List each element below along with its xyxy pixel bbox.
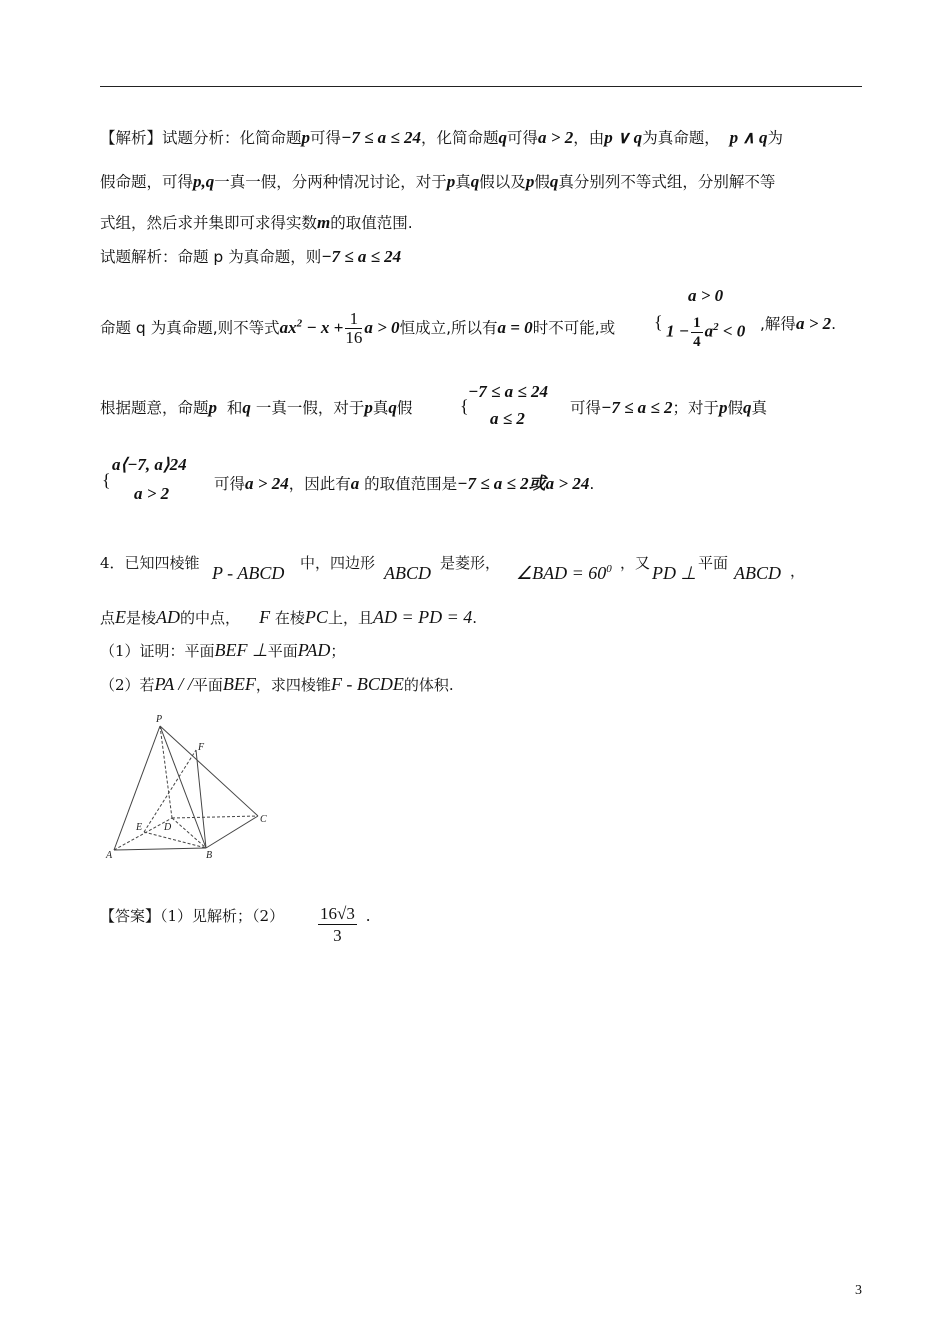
- ineq-part: a > 0: [364, 318, 400, 337]
- system-1-top: a > 0: [688, 286, 724, 305]
- problem-line-2: [100, 607, 477, 628]
- quad-name: ABCD: [384, 563, 431, 583]
- range-q: a > 2: [795, 314, 832, 333]
- text: （1）证明：平面: [100, 642, 215, 660]
- var-q: q: [242, 398, 251, 417]
- exponent: 2: [296, 317, 303, 330]
- text: 一真一假，分两种情况讨论，对于: [214, 173, 447, 191]
- text: 中，四边形: [300, 554, 376, 572]
- var-p: p: [446, 172, 456, 191]
- text: 的体积.: [403, 676, 454, 694]
- system-3-top: a⟨−7, a⟩24: [112, 455, 187, 474]
- var-m: m: [317, 213, 331, 232]
- var-q: q: [470, 172, 480, 191]
- pyramid-name: P - ABCD: [212, 563, 285, 583]
- text: 平面: [698, 554, 729, 572]
- plane-bef: BEF ⊥: [214, 640, 268, 660]
- range-result: −7 ≤ a ≤ 2: [601, 398, 673, 417]
- ineq-part: − x +: [302, 318, 344, 337]
- system-2-top: −7 ≤ a ≤ 24: [468, 382, 548, 401]
- p-and-q: p ∧ q: [729, 128, 768, 147]
- text: 时不可能,或: [532, 319, 616, 337]
- angle-bad: [516, 563, 612, 584]
- text: 和: [226, 399, 243, 417]
- text: ，化简命题: [421, 129, 499, 147]
- ineq-part: ax: [279, 318, 297, 337]
- text: .: [831, 315, 837, 333]
- edge-bc: [206, 816, 258, 848]
- text: 的取值范围.: [330, 214, 413, 232]
- ineq-part: a: [704, 321, 714, 341]
- var-pq: p,q: [193, 172, 215, 191]
- edge-eb: [144, 832, 206, 848]
- text: 根据题意，命题: [100, 399, 209, 417]
- text: ，又: [620, 554, 651, 572]
- var-a: a: [350, 474, 360, 493]
- a-zero: a = 0: [497, 318, 533, 337]
- text: 一真一假，对于: [255, 399, 365, 417]
- text: 真: [455, 173, 471, 191]
- range-p: −7 ≤ a ≤ 24: [341, 128, 421, 147]
- denominator: 3: [333, 926, 342, 945]
- text: 假: [534, 173, 550, 191]
- range-result: a > 24: [245, 474, 289, 493]
- edge-pd: [160, 726, 172, 818]
- text: .: [472, 609, 478, 627]
- label-c: C: [260, 814, 267, 825]
- final-range: −7 ≤ a ≤ 2或a > 24: [457, 474, 590, 493]
- denominator: 16: [345, 328, 363, 347]
- degree: 0: [606, 563, 612, 575]
- text: 假命题，可得: [100, 173, 194, 191]
- exponent: 2: [713, 320, 719, 333]
- analysis-line-1: [100, 126, 783, 148]
- var-p: p: [525, 172, 535, 191]
- solution-line-3-tail: [570, 396, 767, 418]
- answer-tail: .: [366, 906, 371, 925]
- solution-line-2: [100, 310, 615, 347]
- numerator: 1: [693, 315, 701, 331]
- text: 假: [727, 399, 744, 417]
- pyramid-figure: [104, 712, 274, 862]
- length-eq: AD = PD = 4: [372, 607, 473, 627]
- edge-dc: [172, 816, 258, 818]
- numerator: 1: [345, 310, 362, 329]
- point-e: E: [115, 607, 127, 627]
- ineq-part: < 0: [718, 321, 746, 341]
- numerator: 16√3: [320, 904, 355, 923]
- text: 可得: [507, 129, 539, 147]
- edge-ab: [114, 848, 206, 850]
- label-e: E: [136, 822, 143, 833]
- var-q: q: [549, 172, 559, 191]
- pyramid-fbcde: F - BCDE: [330, 674, 404, 694]
- text: 假: [396, 399, 413, 417]
- p-or-q: p ∨ q: [604, 128, 643, 147]
- solution-line-1: [100, 245, 401, 267]
- text: 平面: [267, 642, 298, 660]
- analysis-head: 【解析】试题分析：化简命题: [100, 129, 302, 147]
- var-q: q: [743, 398, 752, 417]
- edge-ad: AD: [156, 607, 181, 627]
- text: 试题解析：命题 p 为真命题，则: [100, 248, 322, 266]
- text: 命题 q 为真命题,则不等式: [100, 319, 280, 337]
- fraction-1-4: [691, 314, 703, 351]
- label-b: B: [206, 850, 213, 861]
- text: 是棱: [126, 609, 157, 627]
- angle: ∠BAD = 60: [516, 563, 607, 583]
- var-p: p: [208, 398, 218, 417]
- text: 真: [751, 399, 768, 417]
- edge-fb: [196, 750, 206, 848]
- text: 可得: [214, 475, 246, 493]
- range-p: −7 ≤ a ≤ 24: [321, 247, 402, 266]
- analysis-line-3: [100, 211, 413, 233]
- text: 真分别列不等式组，分别解不等: [558, 173, 776, 191]
- edge-pc: PC: [304, 607, 328, 627]
- plane-bef: BEF: [222, 674, 256, 694]
- analysis-line-2: [100, 170, 775, 192]
- brace: {: [460, 396, 469, 416]
- var-p: p: [719, 398, 728, 417]
- pd-perp: PD ⊥: [652, 563, 697, 583]
- label-d: D: [164, 822, 172, 833]
- text: ；对于: [672, 399, 719, 417]
- problem-line-1: [100, 552, 200, 573]
- brace: {: [654, 312, 663, 332]
- text: 为: [767, 129, 784, 147]
- var-p: p: [364, 398, 373, 417]
- solution-line-2-tail: [760, 312, 836, 334]
- plane-abcd: ABCD: [734, 563, 781, 583]
- label-p: P: [156, 714, 163, 725]
- plane-pad: PAD: [297, 640, 331, 660]
- text: ，由: [573, 129, 605, 147]
- pa-parallel: PA / /: [154, 674, 193, 694]
- point-f: F: [259, 607, 271, 627]
- fraction-1-16: [345, 310, 362, 347]
- text: 的中点，: [180, 609, 241, 627]
- text: 真: [372, 399, 389, 417]
- text: 点: [100, 609, 116, 627]
- brace: {: [102, 470, 111, 490]
- text: 式组，然后求并集即可求得实数: [100, 214, 318, 232]
- question-2: [100, 674, 454, 695]
- text: .: [589, 475, 595, 493]
- text: 上，且: [327, 609, 373, 627]
- solution-line-3: [100, 396, 412, 418]
- var-q: q: [498, 128, 508, 147]
- text: 平面: [192, 676, 223, 694]
- text: 是菱形，: [440, 554, 501, 572]
- var-p: p: [301, 128, 311, 147]
- text: 在棱: [274, 609, 305, 627]
- label-a: A: [106, 850, 113, 861]
- var-q: q: [388, 398, 397, 417]
- system-3-bottom: a > 2: [134, 484, 170, 503]
- problem-number: 4．已知四棱锥: [100, 554, 200, 572]
- text: 为真命题，: [642, 129, 720, 147]
- label-f: F: [198, 742, 205, 753]
- text: ，: [790, 562, 806, 580]
- text: 的取值范围是: [364, 475, 458, 493]
- text: 可得: [310, 129, 342, 147]
- text: 可得: [570, 399, 602, 417]
- denominator: 4: [693, 334, 701, 350]
- answer-line: [100, 905, 284, 926]
- edge-ef: [144, 750, 196, 832]
- text: ，求四棱锥: [255, 676, 331, 694]
- ineq-part: 1 −: [666, 321, 690, 341]
- text: ，因此有: [288, 475, 351, 493]
- answer-head: 【答案】（1）见解析；（2）: [100, 907, 285, 925]
- header-rule: [100, 86, 862, 87]
- question-1: [100, 640, 345, 661]
- answer-fraction: [318, 904, 357, 947]
- text: ,解得: [760, 315, 796, 333]
- edge-pc: [160, 726, 258, 816]
- text: （2）若: [100, 676, 155, 694]
- system-1-bottom: [666, 314, 745, 351]
- range-q: a > 2: [538, 128, 574, 147]
- text: 恒成立,所以有: [399, 319, 498, 337]
- system-2-bottom: a ≤ 2: [490, 409, 525, 428]
- page-number: 3: [855, 1283, 862, 1298]
- text: ；: [330, 642, 346, 660]
- solution-line-4: [214, 469, 594, 494]
- text: 假以及: [479, 173, 526, 191]
